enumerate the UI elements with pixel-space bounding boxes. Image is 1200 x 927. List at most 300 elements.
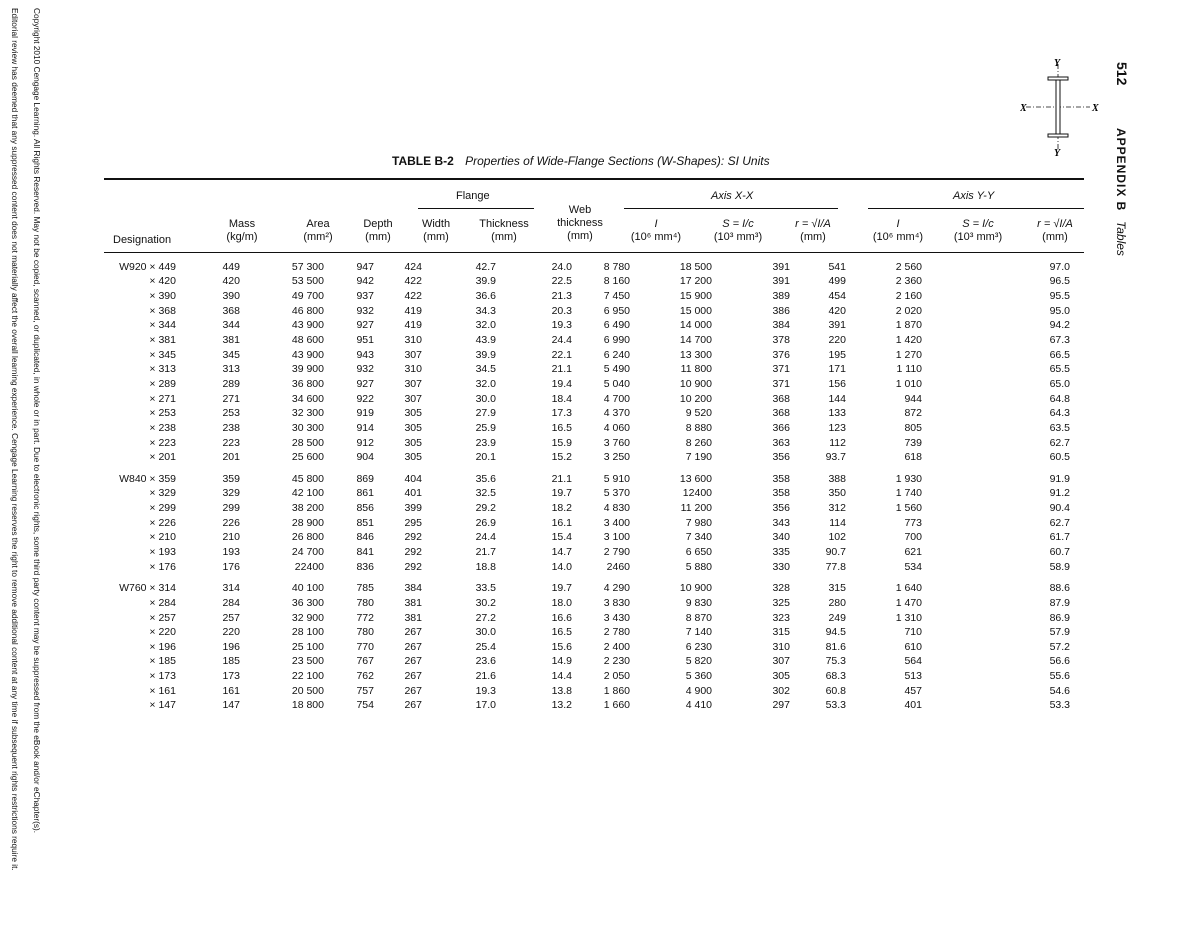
cell-ixx: 2 780: [603, 626, 630, 639]
cell-syy: 2 560: [895, 260, 922, 273]
cell-flange-thickness: 32.5: [475, 487, 496, 500]
cell-flange-thickness: 34.5: [475, 363, 496, 376]
cell-syy: 700: [904, 531, 922, 544]
cell-area: 49 700: [291, 290, 324, 303]
cell-area: 23 500: [291, 655, 324, 668]
cell-ryy: 86.9: [1049, 611, 1070, 624]
cell-area: 26 800: [291, 531, 324, 544]
cell-sxx: 14 000: [679, 319, 712, 332]
table-row: [104, 304, 1084, 319]
cell-sxx: 13 600: [679, 472, 712, 485]
cell-sxx: 4 900: [685, 684, 712, 697]
cell-sxx: 11 800: [680, 363, 712, 376]
cell-web-thickness: 14.7: [551, 545, 572, 558]
cell-designation: × 345: [149, 348, 176, 361]
col-header-ixx: I (10⁶ mm⁴): [630, 218, 682, 243]
cell-syy: 944: [904, 392, 922, 405]
cell-area: 32 900: [291, 611, 324, 624]
cell-web-thickness: 19.7: [551, 487, 572, 500]
cell-flange-thickness: 34.3: [475, 304, 496, 317]
cell-web-thickness: 19.4: [551, 377, 572, 390]
cell-ixx: 2 230: [603, 655, 630, 668]
cell-iyy: 220: [828, 334, 846, 347]
cell-rxx: 358: [772, 487, 790, 500]
table-row: [104, 260, 1084, 275]
cell-web-thickness: 16.5: [551, 626, 572, 639]
cell-flange-thickness: 30.0: [475, 392, 496, 405]
cell-area: 39 900: [291, 363, 324, 376]
cell-syy: 805: [904, 421, 922, 434]
cell-designation: × 253: [149, 407, 176, 420]
cell-ixx: 4 700: [603, 392, 630, 405]
cell-designation: W760 × 314: [119, 582, 176, 595]
cell-ryy: 87.9: [1049, 596, 1070, 609]
cell-depth: 947: [356, 260, 374, 273]
copyright-line-1: Copyright 2010 Cengage Learning. All Rights Reserved. May not be copied, scanned, or duplicated, in whole or in part. Due to electronic rights, some third party content may be suppressed from the eBook and/or eChapter(s).: [32, 8, 42, 834]
col-header-syy: S = I/c (10³ mm³): [953, 218, 1003, 243]
cell-mass: 299: [222, 502, 240, 515]
cell-mass: 176: [222, 560, 240, 573]
table-row: [104, 560, 1084, 575]
cell-depth: 937: [356, 290, 374, 303]
cell-flange-width: 399: [404, 502, 422, 515]
cell-sxx: 7 980: [685, 516, 712, 529]
cell-syy: 2 020: [895, 304, 922, 317]
cell-syy: 1 010: [895, 377, 922, 390]
cell-area: 28 100: [291, 626, 324, 639]
cell-sxx: 5 820: [685, 655, 712, 668]
cell-ixx: 1 660: [603, 699, 630, 712]
cell-mass: 173: [222, 670, 240, 683]
cell-web-thickness: 15.6: [551, 640, 572, 653]
page-number: 512: [1114, 62, 1130, 86]
cell-area: 34 600: [291, 392, 324, 405]
cell-area: 22 100: [291, 670, 324, 683]
cell-mass: 314: [222, 582, 240, 595]
cell-sxx: 8 260: [685, 436, 712, 449]
cell-mass: 253: [222, 407, 240, 420]
cell-flange-width: 267: [404, 670, 422, 683]
cell-depth: 757: [356, 684, 374, 697]
cell-web-thickness: 15.9: [551, 436, 572, 449]
cell-flange-width: 310: [404, 334, 422, 347]
col-header-ryy: r = √I/A (mm): [1037, 218, 1073, 243]
cell-ryy: 60.5: [1049, 451, 1070, 464]
cell-rxx: 323: [772, 611, 790, 624]
cell-area: 25 100: [291, 640, 324, 653]
cell-area: 28 500: [291, 436, 324, 449]
cell-sxx: 6 230: [685, 640, 712, 653]
cell-area: 53 500: [291, 275, 324, 288]
cell-syy: 534: [904, 560, 922, 573]
table-row: [104, 362, 1084, 377]
table-row: [104, 421, 1084, 436]
cell-syy: 1 740: [895, 487, 922, 500]
cell-ixx: 2 050: [603, 670, 630, 683]
cell-depth: 846: [356, 531, 374, 544]
cell-syy: 739: [904, 436, 922, 449]
table-row: [104, 436, 1084, 451]
cell-iyy: 249: [828, 611, 846, 624]
cell-sxx: 11 200: [680, 502, 712, 515]
cell-ryy: 57.2: [1049, 640, 1070, 653]
cell-sxx: 12400: [682, 487, 712, 500]
cell-syy: 618: [904, 451, 922, 464]
cell-designation: × 271: [149, 392, 176, 405]
cell-web-thickness: 16.6: [551, 611, 572, 624]
cell-rxx: 366: [772, 421, 790, 434]
cell-web-thickness: 18.0: [551, 596, 572, 609]
cell-ryy: 91.2: [1049, 487, 1070, 500]
table-row: [104, 392, 1084, 407]
cell-syy: 1 310: [895, 611, 922, 624]
cell-iyy: 280: [828, 596, 846, 609]
table-row: [104, 640, 1084, 655]
cell-web-thickness: 21.1: [551, 472, 572, 485]
cell-area: 45 800: [291, 472, 324, 485]
cell-rxx: 368: [772, 407, 790, 420]
cell-rxx: 315: [772, 626, 790, 639]
cell-mass: 185: [222, 655, 240, 668]
cell-iyy: 350: [828, 487, 846, 500]
cell-depth: 841: [356, 545, 374, 558]
cell-mass: 420: [222, 275, 240, 288]
cell-syy: 2 360: [895, 275, 922, 288]
cell-syy: 401: [904, 699, 922, 712]
cell-ixx: 2 790: [603, 545, 630, 558]
group-spacer: [104, 574, 1084, 581]
cell-flange-width: 305: [404, 407, 422, 420]
cell-syy: 710: [904, 626, 922, 639]
cell-area: 22400: [294, 560, 324, 573]
cell-area: 36 800: [291, 377, 324, 390]
wide-flange-section-figure: [1020, 54, 1100, 158]
cell-depth: 762: [356, 670, 374, 683]
cell-web-thickness: 19.7: [551, 582, 572, 595]
table-row: [104, 669, 1084, 684]
cell-flange-thickness: 39.9: [475, 348, 496, 361]
cell-area: 28 900: [291, 516, 324, 529]
cell-sxx: 5 360: [685, 670, 712, 683]
cell-ixx: 3 250: [603, 451, 630, 464]
cell-ryy: 90.4: [1049, 502, 1070, 515]
cell-sxx: 9 520: [685, 407, 712, 420]
cell-depth: 770: [356, 640, 374, 653]
table-row: [104, 348, 1084, 363]
cell-ixx: 6 990: [603, 334, 630, 347]
cell-depth: 836: [356, 560, 374, 573]
cell-rxx: 386: [772, 304, 790, 317]
cell-ryy: 55.6: [1049, 670, 1070, 683]
cell-ixx: 6 240: [603, 348, 630, 361]
cell-syy: 773: [904, 516, 922, 529]
cell-web-thickness: 19.3: [551, 319, 572, 332]
cell-rxx: 376: [772, 348, 790, 361]
cell-sxx: 15 000: [679, 304, 712, 317]
cell-ixx: 5 490: [603, 363, 630, 376]
cell-depth: 780: [356, 626, 374, 639]
cell-designation: × 193: [149, 545, 176, 558]
cell-flange-thickness: 29.2: [475, 502, 496, 515]
cell-ryy: 65.5: [1049, 363, 1070, 376]
cell-web-thickness: 16.1: [551, 516, 572, 529]
cell-iyy: 123: [828, 421, 846, 434]
cell-designation: × 201: [149, 451, 176, 464]
cell-designation: × 420: [149, 275, 176, 288]
cell-flange-width: 292: [404, 545, 422, 558]
cell-ryy: 91.9: [1049, 472, 1070, 485]
table-top-rule: [104, 178, 1084, 180]
cell-web-thickness: 21.3: [551, 290, 572, 303]
table-row: [104, 545, 1084, 560]
cell-depth: 943: [356, 348, 374, 361]
cell-flange-width: 307: [404, 392, 422, 405]
table-row: [104, 289, 1084, 304]
cell-flange-thickness: 17.0: [475, 699, 496, 712]
cell-iyy: 171: [828, 363, 846, 376]
cell-iyy: 541: [828, 260, 846, 273]
cell-web-thickness: 18.4: [551, 392, 572, 405]
cell-ixx: 2 400: [603, 640, 630, 653]
axis-yy-group-rule: [868, 208, 1084, 209]
cell-web-thickness: 17.3: [551, 407, 572, 420]
cell-web-thickness: 20.3: [551, 304, 572, 317]
cell-flange-thickness: 18.8: [475, 560, 496, 573]
cell-flange-width: 267: [404, 699, 422, 712]
cell-depth: 861: [356, 487, 374, 500]
cell-web-thickness: 24.0: [551, 260, 572, 273]
cell-depth: 754: [356, 699, 374, 712]
cell-flange-width: 267: [404, 626, 422, 639]
cell-flange-thickness: 19.3: [475, 684, 496, 697]
cell-flange-thickness: 42.7: [475, 260, 496, 273]
cell-depth: 851: [356, 516, 374, 529]
cell-ryy: 88.6: [1049, 582, 1070, 595]
cell-area: 43 900: [291, 348, 324, 361]
cell-designation: × 220: [149, 626, 176, 639]
cell-iyy: 93.7: [825, 451, 846, 464]
cell-ixx: 4 830: [603, 502, 630, 515]
cell-flange-thickness: 27.2: [475, 611, 496, 624]
cell-syy: 564: [904, 655, 922, 668]
cell-ryy: 95.5: [1049, 290, 1070, 303]
cell-sxx: 6 650: [685, 545, 712, 558]
cell-mass: 147: [222, 699, 240, 712]
cell-iyy: 81.6: [825, 640, 846, 653]
cell-iyy: 112: [829, 436, 846, 449]
cell-rxx: 343: [772, 516, 790, 529]
cell-area: 24 700: [291, 545, 324, 558]
cell-web-thickness: 18.2: [551, 502, 572, 515]
cell-flange-width: 419: [404, 319, 422, 332]
cell-web-thickness: 14.0: [551, 560, 572, 573]
cell-mass: 390: [222, 290, 240, 303]
cell-depth: 932: [356, 363, 374, 376]
cell-flange-thickness: 23.9: [475, 436, 496, 449]
cell-iyy: 454: [828, 290, 846, 303]
cell-mass: 238: [222, 421, 240, 434]
cell-mass: 368: [222, 304, 240, 317]
cell-area: 48 600: [291, 334, 324, 347]
cell-syy: 1 470: [895, 596, 922, 609]
cell-ixx: 8 160: [603, 275, 630, 288]
cell-flange-thickness: 30.2: [475, 596, 496, 609]
cell-iyy: 420: [828, 304, 846, 317]
cell-rxx: 307: [772, 655, 790, 668]
cell-area: 43 900: [291, 319, 324, 332]
col-header-flange-thickness: Thickness (mm): [479, 218, 529, 243]
cell-mass: 193: [222, 545, 240, 558]
cell-sxx: 15 900: [679, 290, 712, 303]
cell-flange-width: 310: [404, 363, 422, 376]
cell-designation: × 381: [149, 334, 176, 347]
cell-flange-thickness: 20.1: [475, 451, 496, 464]
cell-web-thickness: 21.1: [551, 363, 572, 376]
cell-area: 40 100: [291, 582, 324, 595]
cell-flange-thickness: 43.9: [475, 334, 496, 347]
cell-rxx: 358: [772, 472, 790, 485]
cell-flange-thickness: 35.6: [475, 472, 496, 485]
cell-designation: × 196: [149, 640, 176, 653]
cell-ixx: 3 760: [603, 436, 630, 449]
cell-flange-width: 424: [404, 260, 422, 273]
cell-ryy: 63.5: [1049, 421, 1070, 434]
cell-rxx: 297: [772, 699, 790, 712]
cell-flange-width: 307: [404, 348, 422, 361]
cell-ryy: 66.5: [1049, 348, 1070, 361]
cell-area: 32 300: [291, 407, 324, 420]
cell-designation: × 329: [149, 487, 176, 500]
cell-flange-width: 267: [404, 640, 422, 653]
cell-flange-thickness: 33.5: [475, 582, 496, 595]
cell-designation: W840 × 359: [119, 472, 176, 485]
table-row: [104, 333, 1084, 348]
cell-web-thickness: 14.9: [551, 655, 572, 668]
cell-web-thickness: 13.8: [551, 684, 572, 697]
cell-rxx: 302: [772, 684, 790, 697]
cell-iyy: 102: [828, 531, 846, 544]
cell-ryy: 56.6: [1049, 655, 1070, 668]
cell-iyy: 391: [828, 319, 846, 332]
cell-depth: 785: [356, 582, 374, 595]
cell-rxx: 391: [772, 260, 790, 273]
cell-ixx: 1 860: [603, 684, 630, 697]
cell-flange-thickness: 36.6: [475, 290, 496, 303]
cell-designation: × 161: [149, 684, 176, 697]
copyright-line-2: Editorial review has deemed that any suppressed content does not materially affect the overall learning experience. Cengage Learning reserves the right to remove additional content at any time if subsequent rights restrictions require it.: [10, 8, 20, 871]
cell-ryy: 53.3: [1049, 699, 1070, 712]
cell-depth: 856: [356, 502, 374, 515]
cell-syy: 621: [904, 545, 922, 558]
cell-sxx: 7 340: [685, 531, 712, 544]
cell-syy: 1 560: [895, 502, 922, 515]
cell-ryy: 97.0: [1049, 260, 1070, 273]
cell-mass: 223: [222, 436, 240, 449]
group-spacer: [104, 465, 1084, 472]
cell-rxx: 310: [772, 640, 790, 653]
cell-mass: 449: [222, 260, 240, 273]
cell-designation: × 289: [149, 377, 176, 390]
cell-iyy: 133: [828, 407, 846, 420]
cell-ixx: 2460: [606, 560, 630, 573]
cell-mass: 257: [222, 611, 240, 624]
col-header-mass: Mass (kg/m): [226, 218, 258, 243]
cell-designation: × 210: [149, 531, 176, 544]
cell-ixx: 7 450: [603, 290, 630, 303]
header-bottom-rule: [104, 252, 1084, 253]
appendix-title: Tables: [1114, 220, 1128, 256]
cell-area: 20 500: [291, 684, 324, 697]
cell-ixx: 8 780: [603, 260, 630, 273]
cell-sxx: 10 200: [679, 392, 712, 405]
cell-sxx: 5 880: [685, 560, 712, 573]
table-row: [104, 501, 1084, 516]
cell-rxx: 371: [772, 377, 790, 390]
cell-flange-thickness: 25.4: [475, 640, 496, 653]
cell-syy: 1 640: [895, 582, 922, 595]
cell-mass: 345: [222, 348, 240, 361]
cell-depth: 932: [356, 304, 374, 317]
cell-mass: 271: [222, 392, 240, 405]
appendix-label: APPENDIX B: [1114, 128, 1128, 212]
cell-rxx: 328: [772, 582, 790, 595]
cell-mass: 284: [222, 596, 240, 609]
cell-designation: × 344: [149, 319, 176, 332]
cell-area: 30 300: [291, 421, 324, 434]
col-header-depth: Depth (mm): [363, 218, 393, 243]
cell-rxx: 378: [772, 334, 790, 347]
table-number: TABLE B-2: [392, 154, 454, 168]
cell-sxx: 10 900: [679, 377, 712, 390]
cell-area: 46 800: [291, 304, 324, 317]
cell-ryy: 62.7: [1049, 516, 1070, 529]
cell-rxx: 363: [772, 436, 790, 449]
cell-rxx: 368: [772, 392, 790, 405]
cell-rxx: 325: [772, 596, 790, 609]
cell-syy: 457: [904, 684, 922, 697]
flange-group-header: Flange: [456, 190, 490, 202]
cell-web-thickness: 15.4: [551, 531, 572, 544]
cell-flange-thickness: 24.4: [475, 531, 496, 544]
running-header: [1114, 128, 1128, 256]
cell-depth: 869: [356, 472, 374, 485]
cell-web-thickness: 22.5: [551, 275, 572, 288]
cell-depth: 914: [356, 421, 374, 434]
cell-ryy: 61.7: [1049, 531, 1070, 544]
cell-mass: 329: [222, 487, 240, 500]
col-header-flange-width: Width (mm): [421, 218, 451, 243]
cell-web-thickness: 24.4: [551, 334, 572, 347]
cell-rxx: 384: [772, 319, 790, 332]
axis-x-label-left: X: [1020, 103, 1027, 114]
copyright-notice: [4, 8, 52, 918]
cell-sxx: 9 830: [685, 596, 712, 609]
cell-flange-width: 292: [404, 531, 422, 544]
cell-rxx: 340: [772, 531, 790, 544]
table-row: [104, 450, 1084, 465]
cell-ixx: 3 830: [603, 596, 630, 609]
table-row: [104, 487, 1084, 502]
cell-depth: 772: [356, 611, 374, 624]
cell-iyy: 388: [828, 472, 846, 485]
cell-depth: 951: [356, 334, 374, 347]
cell-designation: × 173: [149, 670, 176, 683]
cell-designation: × 257: [149, 611, 176, 624]
cell-syy: 1 930: [895, 472, 922, 485]
cell-mass: 210: [222, 531, 240, 544]
cell-web-thickness: 14.4: [551, 670, 572, 683]
cell-flange-width: 422: [404, 275, 422, 288]
